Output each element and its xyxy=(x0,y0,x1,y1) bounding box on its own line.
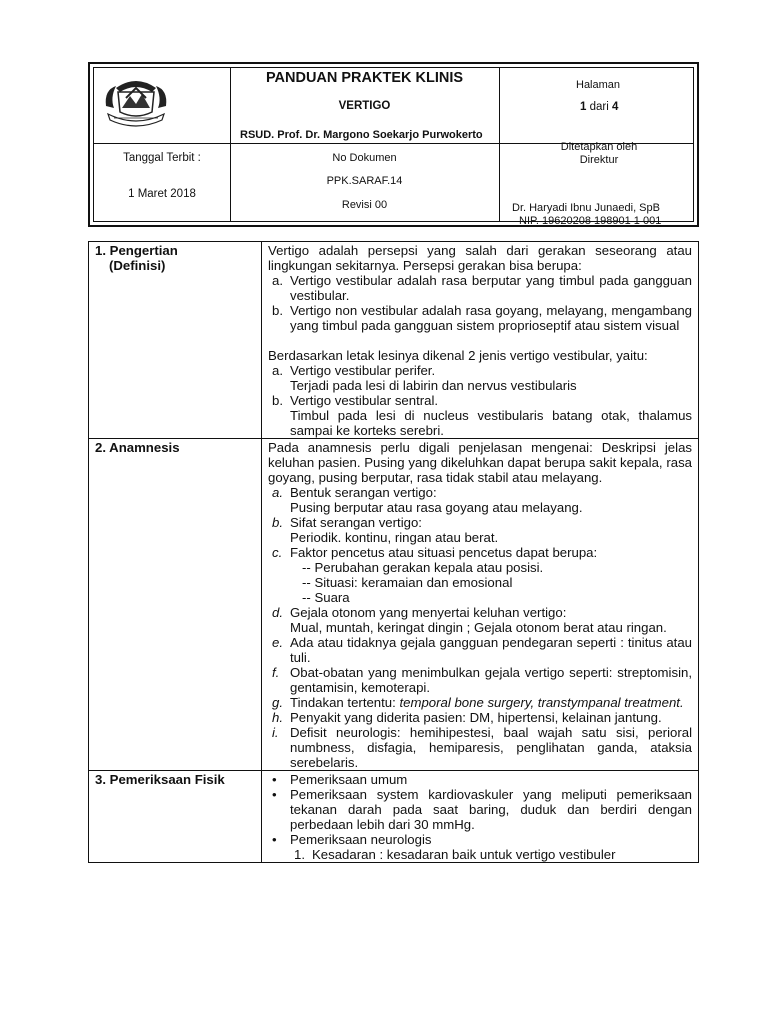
list-item xyxy=(268,725,692,770)
list-detail: Periodik. kontinu, ringan atau berat. xyxy=(290,530,499,545)
guideline-table xyxy=(88,241,699,863)
list-text: Pemeriksaan neurologis xyxy=(290,832,432,847)
doc-label: No Dokumen xyxy=(332,152,397,164)
list-text: Ada atau tidaknya gejala gangguan pendegaran seperti : tinitus atau tuli. xyxy=(290,635,692,665)
list-item xyxy=(268,363,692,393)
table-row xyxy=(89,439,699,771)
page-total: 4 xyxy=(612,101,619,113)
list-marker: f. xyxy=(272,665,280,680)
list-text xyxy=(290,695,692,710)
list-marker: c. xyxy=(272,545,283,560)
hospital-name: RSUD. Prof. Dr. Margono Soekarjo Purwokerto xyxy=(240,129,483,141)
doc-number: PPK.SARAF.14 xyxy=(326,175,403,187)
sub-item: -- Suara xyxy=(302,590,350,605)
list-marker: b. xyxy=(272,303,283,318)
list-item xyxy=(268,545,692,560)
list-text: Kesadaran : kesadaran baik untuk vertigo vestibuler xyxy=(312,847,616,862)
list-text xyxy=(290,605,692,635)
list-title: Faktor pencetus atau situasi pencetus dapat berupa: xyxy=(290,545,598,560)
list-item xyxy=(268,710,692,725)
list-detail: Pusing berputar atau rasa goyang atau melayang. xyxy=(290,500,583,515)
bullet-item xyxy=(268,787,692,832)
approved-by-line2: Direktur xyxy=(579,154,619,166)
table-row xyxy=(89,771,699,863)
list-item xyxy=(268,665,692,695)
list-title: Sifat serangan vertigo: xyxy=(290,515,422,530)
bullet-item xyxy=(268,832,692,847)
bullet-item xyxy=(268,772,692,787)
bullet-marker: • xyxy=(272,772,277,787)
page-current: 1 xyxy=(580,101,587,113)
list-text: Pemeriksaan system kardiovaskuler yang meliputi pemeriksaan tekanan darah pada saat baring, duduk dan berdiri dengan perbedaan lebih dari 30 mmHg. xyxy=(290,787,692,832)
paragraph: Pada anamnesis perlu digali penjelasan mengenai: Deskripsi jelas keluhan pasien. Pusing yang dikeluhkan dapat berupa sakit kepala, rasa goyang, pusing berputar, rasa tidak stabil atau melayang. xyxy=(268,440,692,485)
list-marker: a. xyxy=(272,273,283,288)
list-detail: Timbul pada lesi di nucleus vestibularis batang otak, thalamus sampai ke korteks serebri. xyxy=(290,408,692,438)
list-title: Tindakan tertentu: xyxy=(290,695,400,710)
list-text: Defisit neurologis: hemihipestesi, baal wajah satu sisi, perioral numbness, disfagia, hemiparesis, penglihatan ganda, ataksia serebelaris. xyxy=(290,725,692,770)
table-row xyxy=(89,242,699,439)
list-item xyxy=(268,605,692,635)
list-marker: h. xyxy=(272,710,283,725)
list-title: Vertigo vestibular perifer. xyxy=(290,363,436,378)
list-marker: e. xyxy=(272,635,283,650)
section-content xyxy=(262,242,699,439)
list-text: Pemeriksaan umum xyxy=(290,772,408,787)
issue-label: Tanggal Terbit : xyxy=(123,152,201,164)
section-label: 2. Anamnesis xyxy=(89,439,262,771)
list-text xyxy=(290,545,692,560)
bullet-marker: • xyxy=(272,832,277,847)
approved-by-line1: Ditetapkan oleh xyxy=(560,141,638,153)
bullet-marker: • xyxy=(272,787,277,802)
list-detail: Terjadi pada lesi di labirin dan nervus vestibularis xyxy=(290,378,577,393)
list-marker: b. xyxy=(272,393,283,408)
section-label xyxy=(89,242,262,439)
page-of: dari xyxy=(589,101,609,113)
document-subtitle: VERTIGO xyxy=(338,100,391,112)
list-item xyxy=(268,393,692,438)
list-text xyxy=(290,363,692,393)
list-item xyxy=(268,273,692,303)
list-text xyxy=(290,393,692,438)
list-text xyxy=(290,515,692,545)
numbered-item xyxy=(268,847,692,862)
list-marker: g. xyxy=(272,695,283,710)
list-text: Obat-obatan yang menimbulkan gejala vertigo seperti: streptomisin, gentamisin, kemoterapi. xyxy=(290,665,692,695)
list-text: Vertigo vestibular adalah rasa berputar yang timbul pada gangguan vestibular. xyxy=(290,273,692,303)
list-item xyxy=(268,695,692,710)
list-marker: a. xyxy=(272,485,283,500)
list-item xyxy=(268,515,692,545)
list-marker: 1. xyxy=(294,847,305,862)
header-inner-frame xyxy=(93,67,694,227)
list-text: Vertigo non vestibular adalah rasa goyang, melayang, mengambang yang timbul pada gangguan sistem proprioseptif atau sistem visual xyxy=(290,303,692,333)
list-italic: temporal bone surgery, transtympanal treatment. xyxy=(399,695,684,710)
list-text xyxy=(290,485,692,515)
sub-item: -- Situasi: keramaian dan emosional xyxy=(302,575,513,590)
paragraph: Berdasarkan letak lesinya dikenal 2 jenis vertigo vestibular, yaitu: xyxy=(268,348,648,363)
regional-crest-logo-icon xyxy=(100,76,172,134)
list-marker: i. xyxy=(272,725,279,740)
signer-name: Dr. Haryadi Ibnu Junaedi, SpB xyxy=(512,202,660,214)
list-title: Vertigo vestibular sentral. xyxy=(290,393,439,408)
section-content xyxy=(262,771,699,863)
list-item xyxy=(268,635,692,665)
list-detail: Mual, muntah, keringat dingin ; Gejala otonom berat atau ringan. xyxy=(290,620,667,635)
list-title: Gejala otonom yang menyertai keluhan vertigo: xyxy=(290,605,567,620)
section-label: 3. Pemeriksaan Fisik xyxy=(89,771,262,863)
sub-item: -- Perubahan gerakan kepala atau posisi. xyxy=(302,560,544,575)
list-item xyxy=(268,303,692,333)
paragraph: Vertigo adalah persepsi yang salah dari gerakan seseorang atau lingkungan sekitarnya. Persepsi gerakan bisa berupa: xyxy=(268,243,692,273)
signer-nip: NIP. 19620208 198901 1 001 xyxy=(519,215,662,227)
page-indicator xyxy=(580,101,618,113)
section-content xyxy=(262,439,699,771)
list-item xyxy=(268,485,692,515)
list-marker: d. xyxy=(272,605,283,620)
section-label-line: (Definisi) xyxy=(109,258,166,273)
section-label-line: 1. Pengertian xyxy=(95,243,178,258)
page-label: Halaman xyxy=(576,79,621,91)
document-header xyxy=(88,62,699,227)
list-marker: a. xyxy=(272,363,283,378)
revision: Revisi 00 xyxy=(341,199,388,211)
document-title: PANDUAN PRAKTEK KLINIS xyxy=(265,70,464,86)
list-text: Penyakit yang diderita pasien: DM, hipertensi, kelainan jantung. xyxy=(290,710,662,725)
list-title: Bentuk serangan vertigo: xyxy=(290,485,437,500)
list-marker: b. xyxy=(272,515,283,530)
issue-date: 1 Maret 2018 xyxy=(128,188,196,200)
